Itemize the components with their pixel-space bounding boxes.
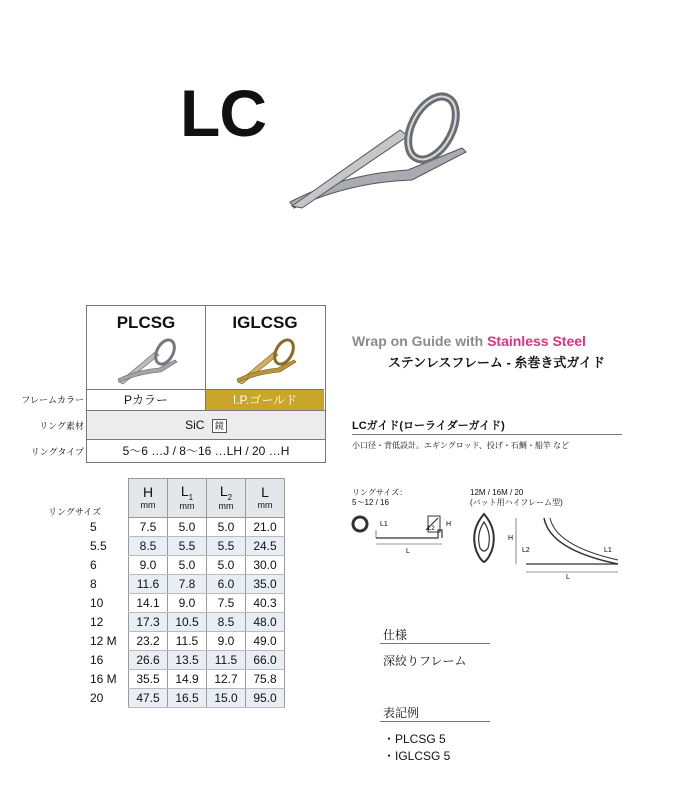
ring-size-cell: 12	[90, 615, 104, 629]
ring-size-cell: 5	[90, 520, 97, 534]
col-header-h: H mm	[129, 479, 168, 518]
ring-material-value: SiC	[185, 418, 205, 432]
dimension-cell: 26.6	[129, 651, 168, 670]
dimension-cell: 9.0	[129, 556, 168, 575]
col-header-l1: $L_1$ mm	[168, 479, 207, 518]
header-line2: ステンレスフレーム - 糸巻き式ガイド	[388, 355, 606, 370]
dimension-cell: 95.0	[246, 689, 285, 708]
table-row	[86, 689, 285, 708]
table-row	[86, 556, 285, 575]
dimension-cell: 9.0	[207, 632, 246, 651]
spec-heading: 仕様	[383, 628, 408, 642]
right-diagram	[466, 510, 626, 580]
left-diagram-caption: リングサイズ： 5〜12 / 16	[352, 488, 408, 507]
guide-title: LCガイド(ローライダーガイド)	[352, 420, 505, 432]
table-row	[86, 632, 285, 651]
hero-guide-image	[280, 90, 470, 220]
table-row	[86, 518, 285, 537]
dimension-cell: 14.1	[129, 594, 168, 613]
notation-list	[383, 731, 450, 765]
dimension-table	[86, 478, 285, 708]
dimension-cell: 48.0	[246, 613, 285, 632]
dimension-cell: 35.5	[129, 670, 168, 689]
iglcsg-guide-image	[234, 336, 298, 386]
svg-text:L1: L1	[604, 547, 612, 554]
ring-size-header: リングサイズ	[48, 507, 102, 517]
ring-material-box	[86, 410, 326, 440]
dimension-cell: 30.0	[246, 556, 285, 575]
dimension-cell: 8.5	[207, 613, 246, 632]
ring-size-cell: 16	[90, 653, 104, 667]
dimension-cell: 16.5	[168, 689, 207, 708]
dimension-cell: 5.0	[168, 518, 207, 537]
dimension-cell: 66.0	[246, 651, 285, 670]
dimension-cell: 7.8	[168, 575, 207, 594]
product-title: LC	[180, 76, 266, 150]
spec-divider	[380, 643, 490, 644]
notation-item: ・PLCSG 5	[383, 732, 446, 746]
ring-size-cell: 6	[90, 558, 97, 572]
dimension-cell: 5.5	[207, 537, 246, 556]
dimension-cell: 6.0	[207, 575, 246, 594]
left-diagram	[346, 508, 462, 558]
plcsg-guide-image	[115, 336, 179, 386]
variant-color-label: Pカラー	[87, 389, 205, 411]
variant-iglcsg	[206, 306, 324, 410]
dimension-cell: 75.8	[246, 670, 285, 689]
dimension-cell: 5.0	[207, 518, 246, 537]
header-line1: Wrap on Guide with Stainless Steel	[352, 333, 586, 349]
dimension-cell: 14.9	[168, 670, 207, 689]
svg-text:L2: L2	[522, 547, 530, 554]
notation-item: ・IGLCSG 5	[383, 749, 451, 763]
dimension-cell: 24.5	[246, 537, 285, 556]
dimension-cell: 17.3	[129, 613, 168, 632]
guide-description: 小口径・背低設計。エギングロッド、投げ・石鯛・船竿 など	[352, 441, 570, 450]
svg-text:L: L	[566, 574, 570, 580]
table-row	[86, 613, 285, 632]
dimension-cell: 5.0	[168, 556, 207, 575]
notation-heading: 表記例	[383, 706, 420, 720]
dim-h: H	[446, 521, 452, 528]
svg-text:H: H	[508, 535, 514, 542]
table-row	[86, 537, 285, 556]
dim-l1: L1	[380, 521, 388, 528]
dimension-cell: 11.5	[168, 632, 207, 651]
table-row	[86, 670, 285, 689]
dimension-cell: 5.5	[168, 537, 207, 556]
ring-size-cell: 5.5	[90, 539, 107, 553]
ring-size-cell: 8	[90, 577, 97, 591]
dimension-cell: 9.0	[168, 594, 207, 613]
dimension-cell: 12.7	[207, 670, 246, 689]
dimension-cell: 11.5	[207, 651, 246, 670]
table-row	[86, 651, 285, 670]
dimension-cell: 7.5	[129, 518, 168, 537]
col-header-l2: $L_2$ mm	[207, 479, 246, 518]
variant-color-label: I.P.ゴールド	[206, 389, 324, 411]
dimension-cell: 8.5	[129, 537, 168, 556]
dim-l: L	[406, 548, 410, 555]
spec-value: 深絞りフレーム	[383, 654, 467, 668]
ring-material-badge: 鏡	[212, 419, 227, 433]
variant-name: PLCSG	[116, 313, 176, 332]
ring-size-cell: 16 M	[90, 672, 117, 686]
ring-type-label: リングタイプ	[30, 447, 84, 457]
dimension-cell: 13.5	[168, 651, 207, 670]
dimension-cell: 40.3	[246, 594, 285, 613]
divider	[352, 434, 622, 435]
variant-name: IGLCSG	[232, 313, 298, 332]
dimension-cell: 23.2	[129, 632, 168, 651]
ring-type-value: 5〜6 …J / 8〜16 …LH / 20 …H	[86, 439, 326, 463]
notation-divider	[380, 721, 490, 722]
dimension-cell: 49.0	[246, 632, 285, 651]
dimension-cell: 5.0	[207, 556, 246, 575]
dim-l2: L2	[428, 526, 435, 532]
table-row	[86, 594, 285, 613]
variant-table	[86, 305, 326, 411]
dimension-cell: 47.5	[129, 689, 168, 708]
dimension-cell: 21.0	[246, 518, 285, 537]
col-header-l: L mm	[246, 479, 285, 518]
table-row	[86, 575, 285, 594]
dimension-cell: 11.6	[129, 575, 168, 594]
frame-color-label: フレームカラー	[21, 395, 84, 405]
dimension-cell: 15.0	[207, 689, 246, 708]
variant-plcsg	[87, 306, 206, 410]
dimension-cell: 35.0	[246, 575, 285, 594]
ring-size-cell: 10	[90, 596, 104, 610]
right-diagram-caption: 12M / 16M / 20 (バット用ハイフレーム型)	[470, 488, 563, 507]
ring-size-cell: 12 M	[90, 634, 117, 648]
ring-material-label: リング素材	[39, 421, 84, 431]
dimension-cell: 10.5	[168, 613, 207, 632]
ring-size-cell: 20	[90, 691, 104, 705]
dimension-cell: 7.5	[207, 594, 246, 613]
